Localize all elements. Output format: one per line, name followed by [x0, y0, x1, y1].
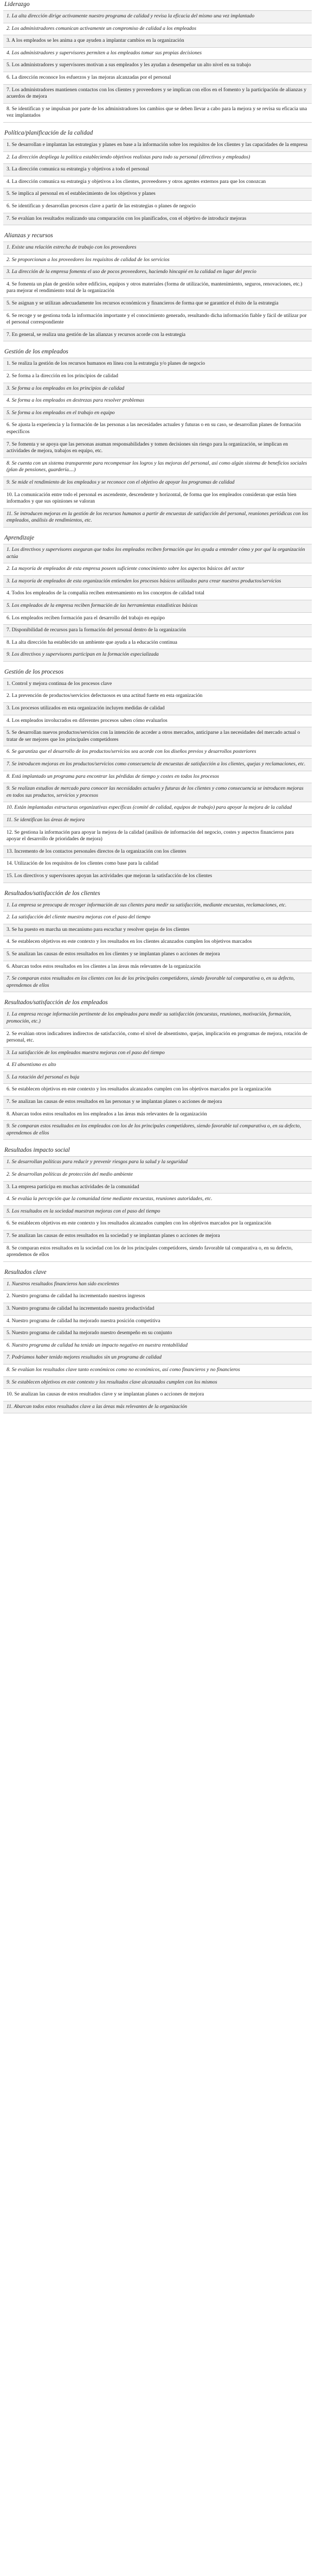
- section-title: Resultados impacto social: [4, 1147, 70, 1154]
- list-item: 4. La dirección comunica su estrategia y objetivos a los clientes, proveedores y otros agentes externos para que los conozcan: [3, 176, 312, 189]
- list-item: 3. La dirección comunica su estrategia y objetivos a todo el personal: [3, 164, 312, 176]
- section-title: Política/planificación de la calidad: [4, 129, 93, 136]
- list-item: 2. Los administradores comunican activamente un compromiso de calidad a los empleados: [3, 23, 312, 36]
- section: [3, 348, 312, 528]
- list-item: 3. Se forma a los empleados en los principios de calidad: [3, 383, 312, 396]
- list-item: 2. La satisfacción del cliente muestra mejoras con el paso del tiempo: [3, 912, 312, 924]
- list-item: 7. Podríamos haber tenido mejores resultados sin un programa de calidad: [3, 1352, 312, 1365]
- item-list: [3, 899, 312, 993]
- item-list: [3, 242, 312, 341]
- list-item: 4. Se establecen objetivos en este contexto y los resultados en los clientes alcanzados cumplen los objetivos marcados: [3, 936, 312, 949]
- item-list: [3, 1008, 312, 1140]
- section-title: Liderazgo: [4, 1, 30, 8]
- item-list: [3, 678, 312, 883]
- list-item: 6. Se establecen objetivos en este contexto y los resultados alcanzados cumplen con los objetivos marcados por la organización: [3, 1084, 312, 1096]
- list-item: 7. Se evalúan los resultados realizando una comparación con los planificados, con el objetivo de introducir mejoras: [3, 213, 312, 226]
- list-item: 7. Disponibilidad de recursos para la formación del personal dentro de la organización: [3, 625, 312, 637]
- list-item: 15. Los directivos y supervisores apoyan las actividades que mejoran la satisfacción de los clientes: [3, 871, 312, 883]
- item-list: [3, 1156, 312, 1261]
- list-item: 3. La empresa participa en muchas actividades de la comunidad: [3, 1182, 312, 1194]
- list-item: 11. Se introducen mejoras en la gestión de los recursos humanos a partir de encuestas de satisfacción del personal, reuniones periódicas con los empleados, análisis de rendimientos, etc.: [3, 509, 312, 528]
- section-title: Resultados/satisfacción de los clientes: [4, 890, 100, 897]
- list-item: 3. Los procesos utilizados en esta organización incluyen medidas de calidad: [3, 703, 312, 715]
- section: [3, 232, 312, 341]
- section: [3, 1147, 312, 1261]
- list-item: 14. Utilización de los requisitos de los clientes como base para la calidad: [3, 858, 312, 871]
- list-item: 10. Se analizan las causas de estos resultados clave y se implantan planes o acciones de mejora: [3, 1389, 312, 1401]
- section: [3, 535, 312, 662]
- list-item: 6. Se establecen objetivos en este contexto y los resultados alcanzados cumplen con los objetivos marcados por la organización: [3, 1218, 312, 1230]
- list-item: 4. Se evalúa la percepción que la comunidad tiene mediante encuestas, reuniones autoridades, etc.: [3, 1194, 312, 1206]
- list-item: 1. Se realiza la gestión de los recursos humanos en línea con la estrategia y/o planes de negocio: [3, 358, 312, 371]
- list-item: 6. Se recoge y se gestiona toda la información importante y el conocimiento generado, resultando dicha información fiable y fácil de utilizar por el personal correspondiente: [3, 310, 312, 329]
- list-item: 4. Nuestro programa de calidad ha mejorado nuestra posición competitiva: [3, 1316, 312, 1328]
- list-item: 7. En general, se realiza una gestión de las alianzas y recursos acorde con la estrategia: [3, 329, 312, 342]
- item-list: [3, 358, 312, 528]
- list-item: 7. Se fomenta y se apoya que las personas asuman responsabilidades y tomen decisiones sin riesgo para la organización, se implican en actividades de mejora, trabajos en equipo, etc.: [3, 439, 312, 458]
- section-title: Gestión de los procesos: [4, 668, 64, 675]
- list-item: 8. Se comparan estos resultados en la sociedad con los de los principales competidores, siendo favorable tal comparativa o, en su defecto, aprendemos de ellos: [3, 1243, 312, 1262]
- section: [3, 1, 312, 123]
- section: [3, 130, 312, 225]
- list-item: 2. La mayoría de empleados de esta empresa poseen suficiente conocimiento sobre los aspectos básicos del sector: [3, 563, 312, 576]
- item-list: [3, 10, 312, 123]
- list-item: 6. Se garantiza que el desarrollo de los productos/servicios sea acorde con los diseños previos y desarrollos posteriores: [3, 746, 312, 759]
- list-item: 11. Abarcan todos estos resultados clave a las áreas más relevantes de la organización: [3, 1401, 312, 1414]
- list-item: 1. Los directivos y supervisores aseguran que todos los empleados reciben formación que les ayuda a entender cómo y por qué la organización actúa: [3, 544, 312, 563]
- list-item: 6. Nuestro programa de calidad ha tenido un impacto negativo en nuestra rentabilidad: [3, 1340, 312, 1353]
- list-item: 8. Se evalúan los resultados clave tanto económicos como no económicos, así como financieros y no financieros: [3, 1365, 312, 1377]
- list-item: 3. La satisfacción de los empleados muestra mejoras con el paso del tiempo: [3, 1048, 312, 1060]
- list-item: 12. Se gestiona la información para apoyar la mejora de la calidad (análisis de información del negocio, costes y aspectos financieros para apoyar el desarrollo de prioridades de mejora): [3, 827, 312, 846]
- list-item: 6. Se ajusta la experiencia y la formación de las personas a las necesidades actuales y futuras o en su caso, se desarrollan planes de formación específicos: [3, 420, 312, 439]
- list-item: 5. Se desarrollan nuevos productos/servicios con la intención de acceder a otros mercados, anticiparse a las necesidades del mercado actual o tratar de ser mejores que los principales competidores: [3, 727, 312, 746]
- list-item: 1. La empresa recoge información pertinente de los empleados para medir su satisfacción (encuestas, reuniones, motivación, formación, promoción, etc.): [3, 1009, 312, 1028]
- list-item: 9. Se mide el rendimiento de los empleados y se reconoce con el objetivo de apoyar los programas de calidad: [3, 477, 312, 490]
- list-item: 2. La prevención de productos/servicios defectuosos es una actitud fuerte en esta organización: [3, 690, 312, 703]
- list-item: 10. Están implantadas estructuras organizativas específicas (comité de calidad, equipos de trabajo) para apoyar la mejora de la calidad: [3, 802, 312, 815]
- list-item: 5. Los administradores y supervisores motivan a sus empleados y les ayudan a desempeñar un alto nivel en su trabajo: [3, 60, 312, 72]
- list-item: 1. Se desarrollan e implantan las estrategias y planes en base a la información sobre los requisitos de los clientes y las capacidades de la empresa: [3, 139, 312, 152]
- list-item: 4. Todos los empleados de la compañía reciben entrenamiento en los conceptos de calidad total: [3, 588, 312, 600]
- list-item: 1. Control y mejora continua de los procesos clave: [3, 678, 312, 691]
- list-item: 2. Se desarrollan políticas de protección del medio ambiente: [3, 1169, 312, 1182]
- list-item: 6. Abarcan todos estos resultados en los clientes a las áreas más relevantes de la organización: [3, 961, 312, 974]
- list-item: 5. Se analizan las causas de estos resultados en los clientes y se implantan planes o acciones de mejora: [3, 949, 312, 961]
- section-title: Aprendizaje: [4, 534, 35, 541]
- list-item: 4. Se fomenta un plan de gestión sobre edificios, equipos y otros materiales (forma de utilización, mantenimiento, seguros, renovaciones, etc.) para mejorar el rendimiento total de la organización: [3, 279, 312, 298]
- list-item: 3. A los empleados se les anima a que ayuden a implantar cambios en la organización: [3, 35, 312, 48]
- list-item: 1. La alta dirección dirige activamente nuestro programa de calidad y revisa la eficacia del mismo una vez implantado: [3, 11, 312, 23]
- section-title: Resultados clave: [4, 1268, 47, 1276]
- section: [3, 999, 312, 1140]
- list-item: 7. Se introducen mejoras en los productos/servicios como consecuencia de encuestas de satisfacción a los clientes, quejas y reclamaciones, etc.: [3, 759, 312, 771]
- list-item: 13. Incremento de los contactos personales directos de la organización con los clientes: [3, 846, 312, 859]
- list-item: 6. Los empleados reciben formación para el desarrollo del trabajo en equipo: [3, 613, 312, 625]
- list-item: 7. Se analizan las causas de estos resultados en las personas y se implantan planes o acciones de mejora: [3, 1096, 312, 1109]
- list-item: 2. Nuestro programa de calidad ha incrementado nuestros ingresos: [3, 1291, 312, 1303]
- list-item: 1. Existe una relación estrecha de trabajo con los proveedores: [3, 242, 312, 255]
- list-item: 11. Se identifican las áreas de mejora: [3, 815, 312, 827]
- list-item: 3. Se ha puesto en marcha un mecanismo para escuchar y resolver quejas de los clientes: [3, 924, 312, 937]
- list-item: 4. Los administradores y supervisores permiten a los empleados tomar sus propias decisiones: [3, 48, 312, 60]
- list-item: 5. Se implica al personal en el establecimiento de los objetivos y planes: [3, 188, 312, 201]
- list-item: 1. Nuestros resultados financieros han sido excelentes: [3, 1279, 312, 1291]
- list-item: 10. La comunicación entre todo el personal es ascendente, descendente y horizontal, de forma que los empleados consideran que están bien informados y que sus opiniones se valoran: [3, 490, 312, 509]
- list-item: 9. Los directivos y supervisores participan en la formación especializada: [3, 649, 312, 662]
- list-item: 5. Se forma a los empleados en el trabajo en equipo: [3, 408, 312, 420]
- list-item: 6. Se identifican y desarrollan procesos clave a partir de las estrategias o planes de negocio: [3, 201, 312, 213]
- list-item: 5. Nuestro programa de calidad ha mejorado nuestro desempeño en su conjunto: [3, 1328, 312, 1340]
- section-title: Resultados/satisfacción de los empleados: [4, 999, 108, 1006]
- list-item: 3. La mayoría de empleados de esta organización entienden los procesos básicos utilizados para crear nuestros productos/servicios: [3, 576, 312, 588]
- list-item: 9. Se comparan estos resultados en los empleados con los de los principales competidores, siendo favorable tal comparativa o, en su defecto, aprendemos de ellos: [3, 1121, 312, 1140]
- list-item: 9. Se realizan estudios de mercado para conocer las necesidades actuales y futuras de los clientes y como consecuencia se introducen mejoras en todos sus productos, servicios y procesos: [3, 783, 312, 802]
- section: [3, 669, 312, 883]
- item-list: [3, 139, 312, 225]
- list-item: 8. Se identifican y se impulsan por parte de los administradores los cambios que se deben llevar a cabo para la mejora y se revisa su eficacia una vez implantados: [3, 104, 312, 123]
- list-item: 2. Se evalúan otros indicadores indirectos de satisfacción, como el nivel de absentismo, quejas, implicación en programas de mejora, rotación de personal, etc.: [3, 1029, 312, 1048]
- list-item: 5. La rotación del personal es baja: [3, 1072, 312, 1084]
- list-item: 7. Se analizan las causas de estos resultados en la sociedad y se implantan planes o acciones de mejora: [3, 1230, 312, 1243]
- list-item: 2. La dirección despliega la política estableciendo objetivos realistas para todo su personal (directivos y empleados): [3, 152, 312, 164]
- list-item: 8. La alta dirección ha establecido un ambiente que ayuda a la educación continua: [3, 637, 312, 650]
- list-item: 2. Se forma a la dirección en los principios de calidad: [3, 371, 312, 383]
- list-item: 8. Abarcan todos estos resultados en los empleados a las áreas más relevantes de la organización: [3, 1109, 312, 1121]
- list-item: 5. Se asignan y se utilizan adecuadamente los recursos económicos y financieros de forma que se garantice el éxito de la estrategia: [3, 298, 312, 310]
- section: [3, 1269, 312, 1414]
- list-item: 4. Los empleados involucrados en diferentes procesos saben cómo evaluarlos: [3, 715, 312, 728]
- list-item: 8. Está implantado un programa para encontrar las pérdidas de tiempo y costes en todos los procesos: [3, 771, 312, 784]
- list-item: 5. Los resultados en la sociedad muestran mejoras con el paso del tiempo: [3, 1206, 312, 1219]
- list-item: 7. Los administradores mantienen contactos con los clientes y proveedores y se implican con ellos en el fomento y la participación de alianzas y acuerdos de mejora: [3, 85, 312, 104]
- list-item: 1. Se desarrollan políticas para reducir y prevenir riesgos para la salud y la seguridad: [3, 1157, 312, 1169]
- list-item: 7. Se comparan estos resultados en los clientes con los de los principales competidores, siendo favorable tal comparativa o, en su defecto, aprendemos de ellos: [3, 973, 312, 992]
- item-list: [3, 544, 312, 662]
- section-title: Gestión de los empleados: [4, 348, 68, 356]
- list-item: 9. Se establecen objetivos en este contexto y los resultados clave alcanzados cumplen con los mismos: [3, 1377, 312, 1389]
- list-item: 8. Se cuenta con un sistema transparente para recompensar los logros y las mejoras del personal, así como algún sistema de beneficios sociales (plan de pensiones, guardería....): [3, 458, 312, 477]
- list-item: 2. Se proporcionan a los proveedores los requisitos de calidad de los servicios: [3, 255, 312, 267]
- item-list: [3, 1278, 312, 1414]
- list-item: 3. La dirección de la empresa fomenta el uso de pocos proveedores, haciendo hincapié en la calidad en lugar del precio: [3, 267, 312, 279]
- list-item: 4. El absentismo es alto: [3, 1059, 312, 1072]
- section-title: Alianzas y recursos: [4, 232, 53, 239]
- list-item: 1. La empresa se preocupa de recoger información de sus clientes para medir su satisfacción, mediante encuestas, reclamaciones, etc.: [3, 900, 312, 912]
- list-item: 6. La dirección reconoce los esfuerzos y las mejoras alcanzadas por el personal: [3, 72, 312, 85]
- list-item: 5. Los empleados de la empresa reciben formación de las herramientas estadísticas básicas: [3, 600, 312, 613]
- list-item: 4. Se forma a los empleados en destrezas para resolver problemas: [3, 395, 312, 408]
- list-item: 3. Nuestro programa de calidad ha incrementado nuestra productividad: [3, 1303, 312, 1316]
- section: [3, 890, 312, 993]
